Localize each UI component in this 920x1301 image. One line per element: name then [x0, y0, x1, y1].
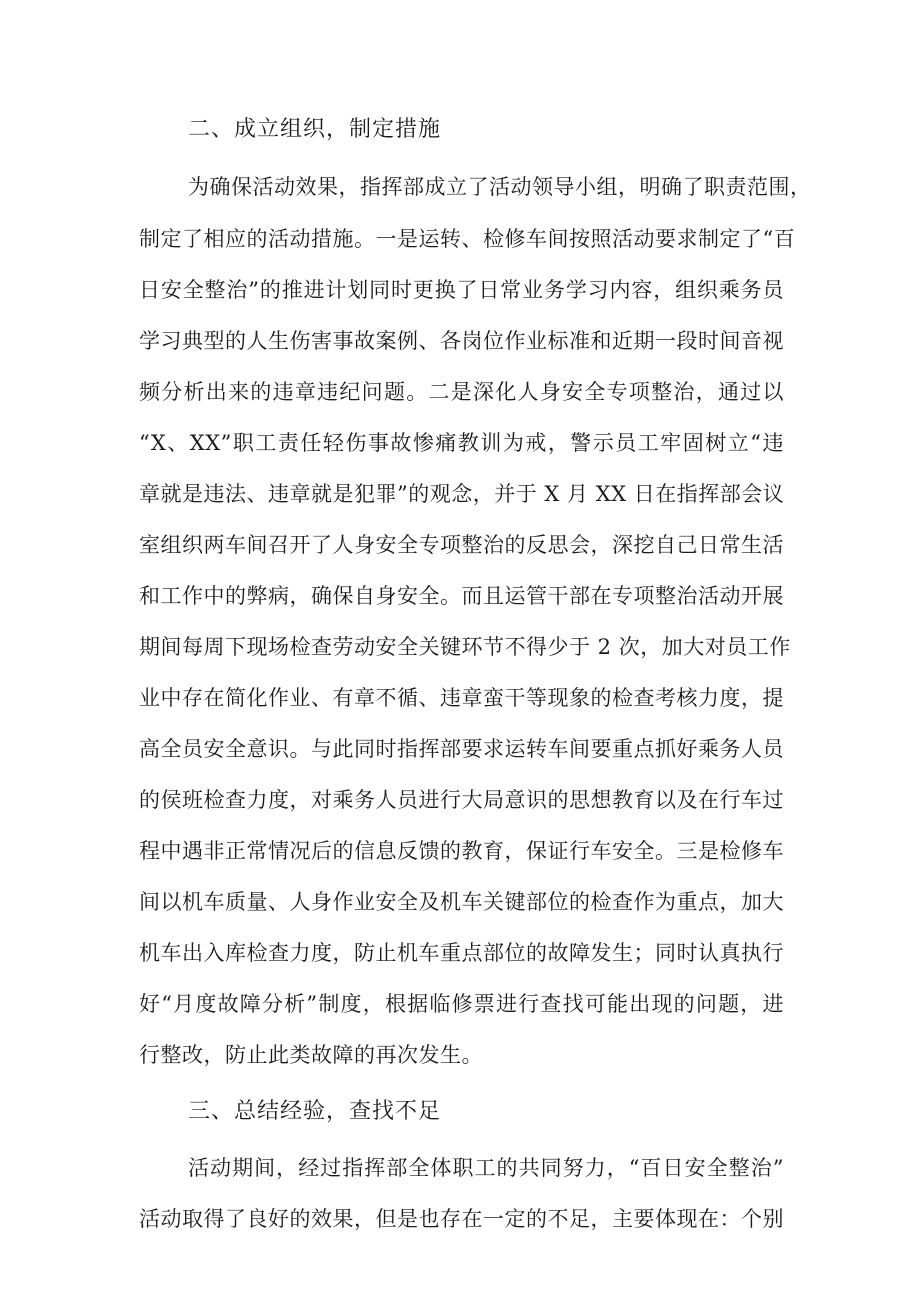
- paragraph-line: 学习典型的人生伤害事故案例、各岗位作业标准和近期一段时间音视: [139, 329, 784, 353]
- paragraph-line: “X、XX”职工责任轻伤事故惨痛教训为戒，警示员工牢固树立“违: [139, 431, 784, 455]
- paragraph-line: 机车出入库检查力度，防止机车重点部位的故障发生；同时认真执行: [139, 941, 784, 965]
- section-heading-3: 三、总结经验，查找不足: [188, 1099, 442, 1124]
- paragraph-line: 行整改，防止此类故障的再次发生。: [139, 1043, 483, 1067]
- paragraph-line: 频分析出来的违章违纪问题。二是深化人身安全专项整治，通过以: [139, 380, 784, 404]
- paragraph-line: 活动期间，经过指挥部全体职工的共同努力，“百日安全整治”: [188, 1156, 784, 1180]
- paragraph-line: 期间每周下现场检查劳动安全关键环节不得少于 2 次，加大对员工作: [139, 635, 791, 659]
- paragraph-line: 间以机车质量、人身作业安全及机车关键部位的检查作为重点，加大: [139, 890, 784, 914]
- paragraph-line: 为确保活动效果，指挥部成立了活动领导小组，明确了职责范围，: [188, 175, 812, 199]
- paragraph-line: 室组织两车间召开了人身安全专项整治的反思会，深挖自己日常生活: [139, 533, 784, 557]
- paragraph-line: 高全员安全意识。与此同时指挥部要求运转车间要重点抓好乘务人员: [139, 737, 784, 761]
- paragraph-line: 程中遇非正常情况后的信息反馈的教育，保证行车安全。三是检修车: [139, 839, 784, 863]
- paragraph-line: 制定了相应的活动措施。一是运转、检修车间按照活动要求制定了“百: [139, 227, 796, 251]
- paragraph-line: 的侯班检查力度，对乘务人员进行大局意识的思想教育以及在行车过: [139, 788, 784, 812]
- paragraph-line: 好“月度故障分析”制度，根据临修票进行查找可能出现的问题，进: [139, 992, 784, 1016]
- paragraph-line: 章就是违法、违章就是犯罪”的观念，并于 X 月 XX 日在指挥部会议: [139, 482, 785, 506]
- paragraph-line: 活动取得了良好的效果，但是也存在一定的不足，主要体现在：个别: [139, 1207, 784, 1231]
- section-heading-2: 二、成立组织，制定措施: [188, 117, 442, 142]
- paragraph-line: 日安全整治”的推进计划同时更换了日常业务学习内容，组织乘务员: [139, 278, 784, 302]
- paragraph-line: 和工作中的弊病，确保自身安全。而且运管干部在专项整治活动开展: [139, 584, 784, 608]
- paragraph-line: 业中存在简化作业、有章不循、违章蛮干等现象的检查考核力度，提: [139, 686, 784, 710]
